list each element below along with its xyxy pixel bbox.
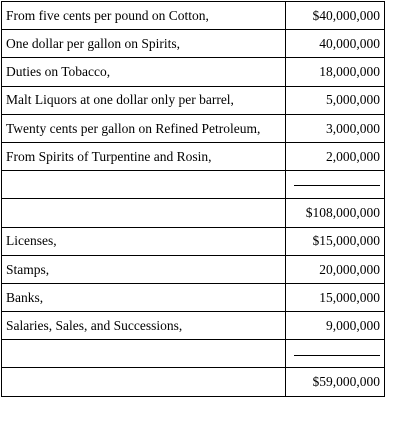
row-amount: 3,000,000 — [286, 114, 385, 142]
table-row — [2, 86, 385, 114]
table-row-rule — [2, 340, 385, 368]
table-row — [2, 283, 385, 311]
table-row — [2, 142, 385, 170]
sum-rule-line — [294, 185, 380, 186]
row-label: From Spirits of Turpentine and Rosin, — [2, 142, 286, 170]
row-label: Duties on Tobacco, — [2, 58, 286, 86]
row-label: Banks, — [2, 283, 286, 311]
row-label-empty — [2, 340, 286, 368]
row-amount: 5,000,000 — [286, 86, 385, 114]
row-label: One dollar per gallon on Spirits, — [2, 30, 286, 58]
table-row — [2, 255, 385, 283]
row-label-empty — [2, 171, 286, 199]
row-label-empty — [2, 368, 286, 396]
row-amount: 20,000,000 — [286, 255, 385, 283]
row-amount: 18,000,000 — [286, 58, 385, 86]
row-amount: $40,000,000 — [286, 2, 385, 30]
row-label: Stamps, — [2, 255, 286, 283]
row-label: From five cents per pound on Cotton, — [2, 2, 286, 30]
table-row-rule — [2, 171, 385, 199]
table-row-subtotal — [2, 368, 385, 396]
row-label: Licenses, — [2, 227, 286, 255]
table-row-subtotal — [2, 199, 385, 227]
table-row — [2, 312, 385, 340]
row-amount: 15,000,000 — [286, 283, 385, 311]
table-row — [2, 58, 385, 86]
row-label: Twenty cents per gallon on Refined Petroleum, — [2, 114, 286, 142]
revenue-table — [1, 1, 385, 397]
table-row — [2, 227, 385, 255]
row-amount: $15,000,000 — [286, 227, 385, 255]
table-row — [2, 30, 385, 58]
row-label: Malt Liquors at one dollar only per barrel, — [2, 86, 286, 114]
table-row — [2, 114, 385, 142]
row-amount: 2,000,000 — [286, 142, 385, 170]
sum-rule-line — [294, 355, 380, 356]
subtotal-amount: $108,000,000 — [286, 199, 385, 227]
sum-rule-cell — [286, 340, 385, 368]
row-amount: 9,000,000 — [286, 312, 385, 340]
row-label-empty — [2, 199, 286, 227]
subtotal-amount: $59,000,000 — [286, 368, 385, 396]
row-label: Salaries, Sales, and Successions, — [2, 312, 286, 340]
row-amount: 40,000,000 — [286, 30, 385, 58]
sum-rule-cell — [286, 171, 385, 199]
table-row — [2, 2, 385, 30]
